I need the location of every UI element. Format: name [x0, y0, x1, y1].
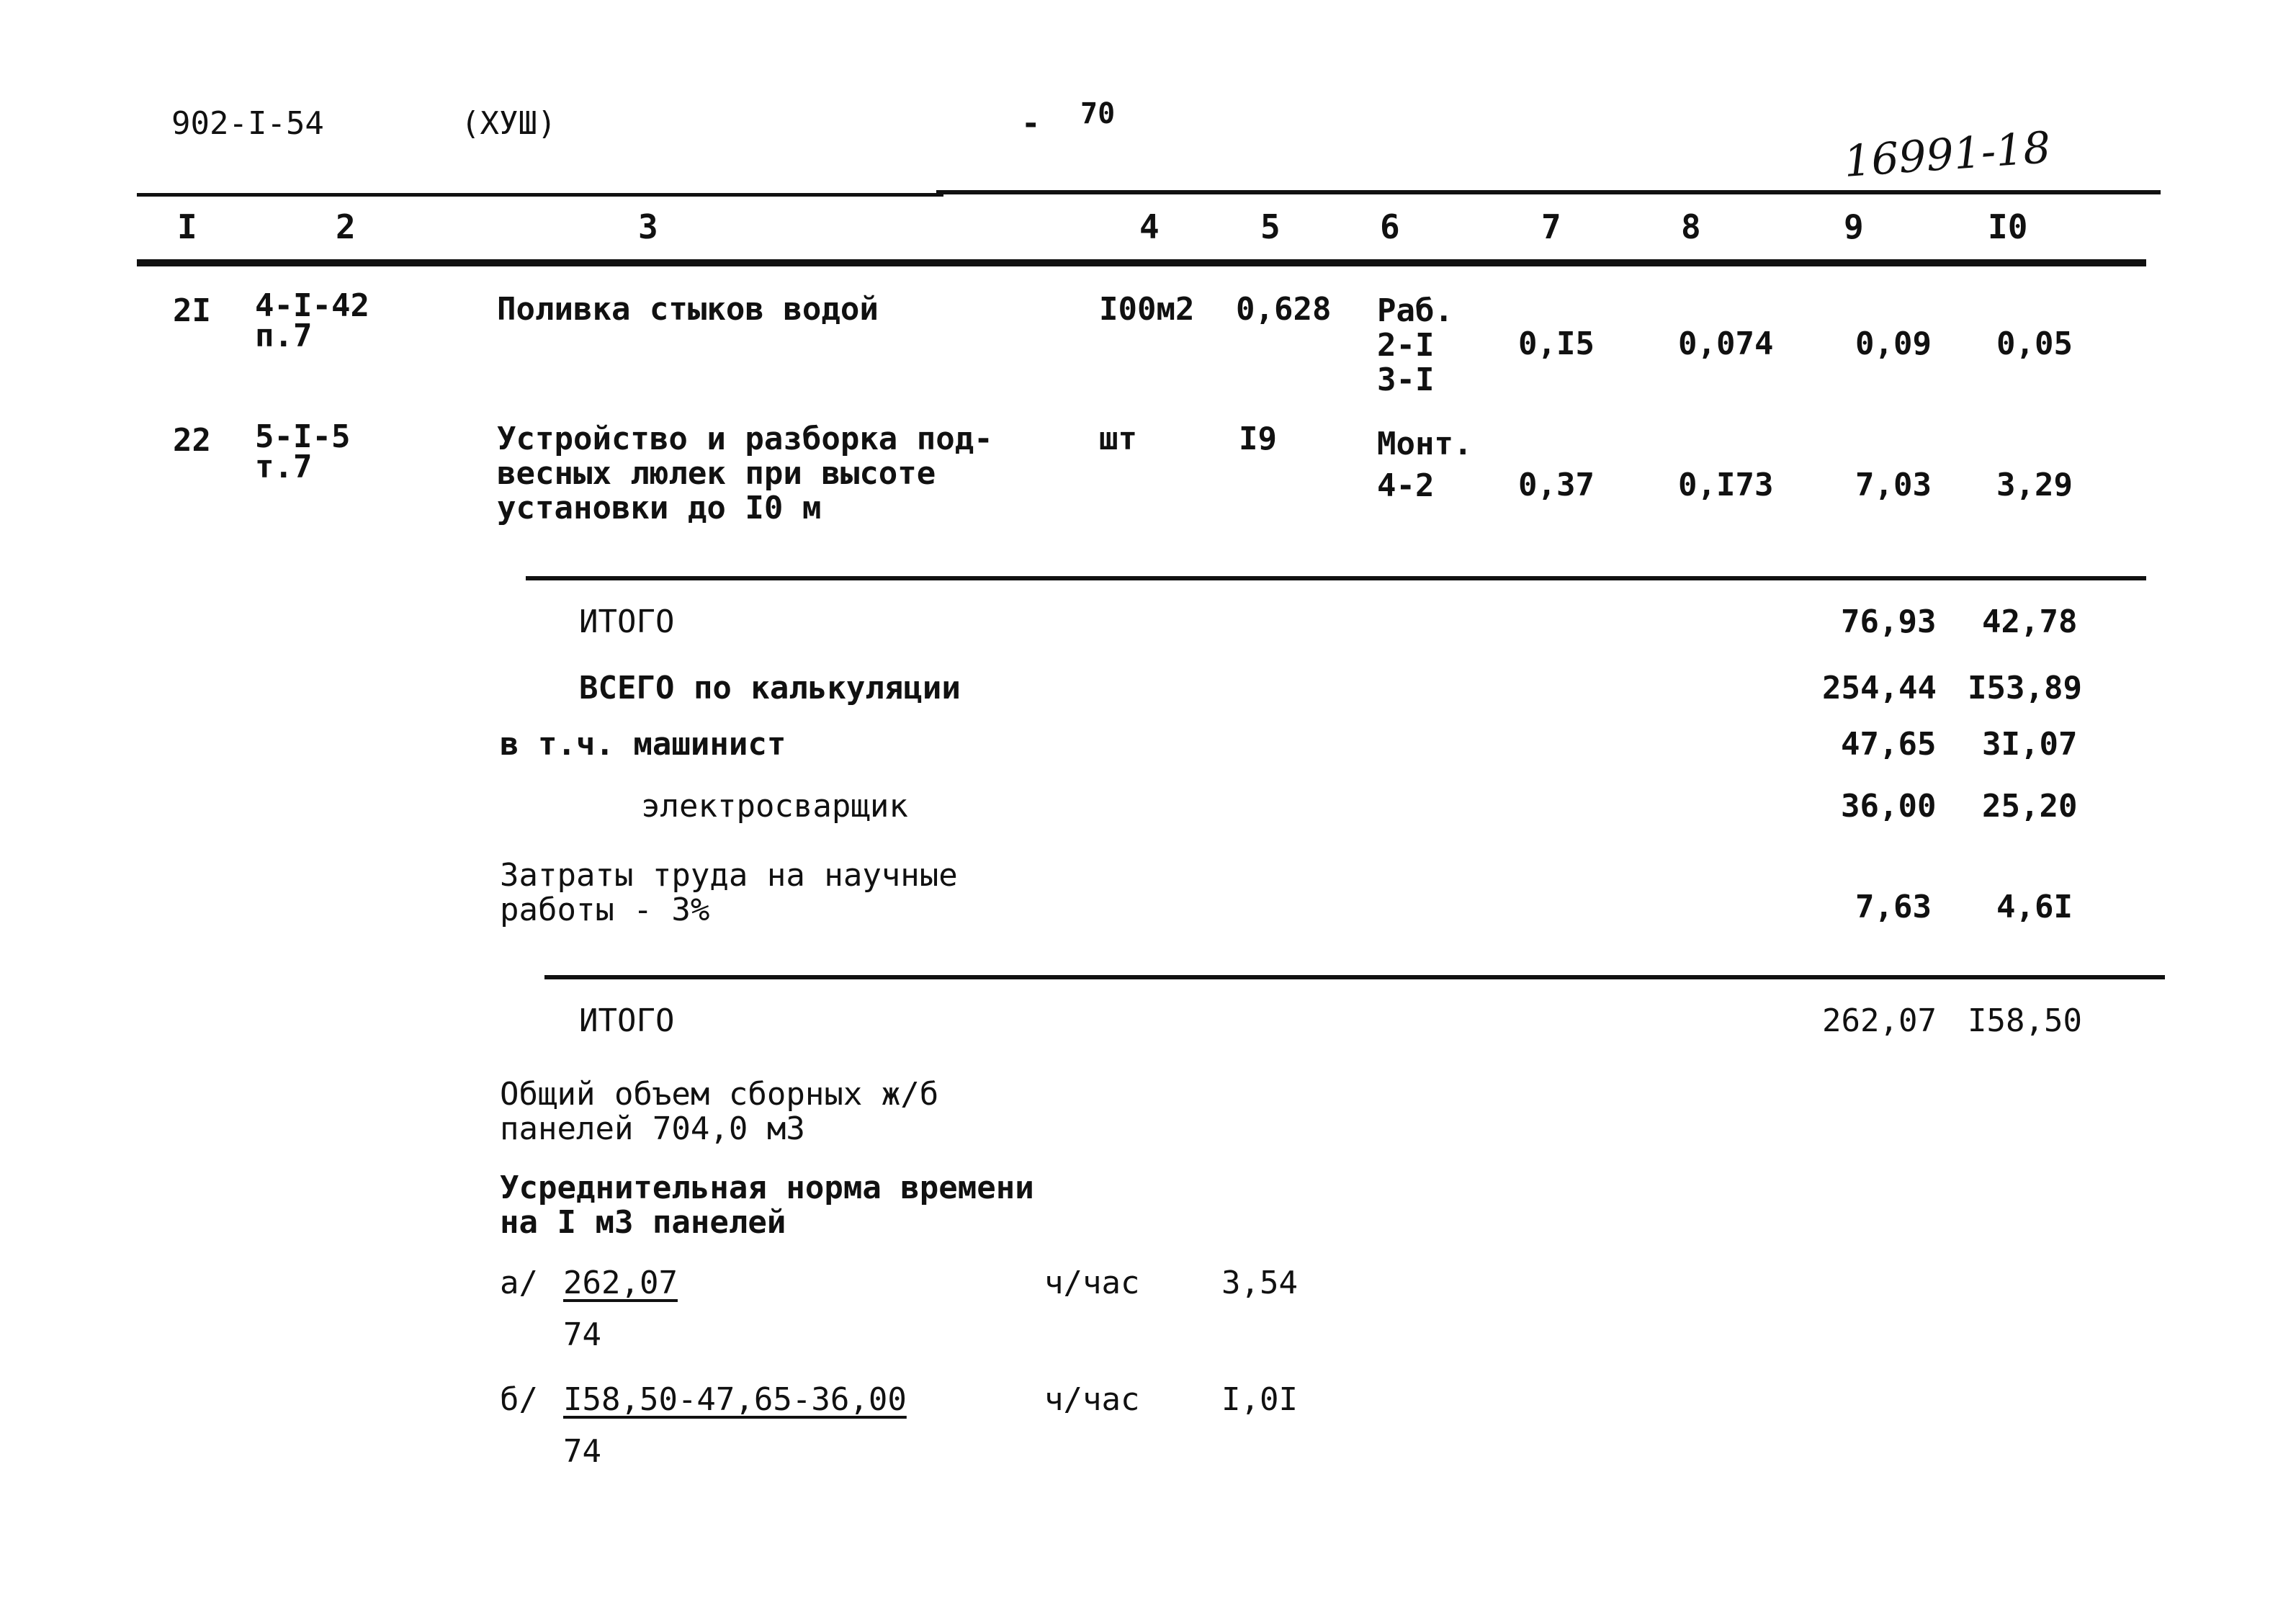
- total-label: ИТОГО: [579, 603, 675, 640]
- col7-value: 0,37: [1518, 467, 1595, 503]
- column-header-4: 4: [1139, 207, 1160, 246]
- welder-col9: 36,00: [1841, 788, 1937, 825]
- column-header-7: 7: [1541, 207, 1561, 246]
- welder-label: электросварщик: [641, 788, 908, 825]
- machinist-col10: 3I,07: [1982, 726, 2078, 763]
- col10-value: 0,05: [1996, 326, 2073, 362]
- header-top-rule-right: [936, 190, 2161, 194]
- col9-value: 7,03: [1855, 467, 1932, 503]
- col9-value: 0,09: [1855, 326, 1932, 362]
- time-norm-note: Усреднительная норма времени на I м3 панелей: [500, 1170, 1034, 1241]
- column-header-8: 8: [1681, 207, 1701, 246]
- unit: шт: [1099, 421, 1137, 457]
- science-work-label: Затраты труда на научные работы - 3%: [500, 857, 958, 928]
- handwritten-stamp: 16991-18: [1842, 122, 2053, 187]
- norm-code: 4-I-42 п.7: [255, 287, 369, 354]
- row-number: 22: [173, 422, 211, 459]
- grand-calc-label: ВСЕГО по калькуляции: [579, 670, 961, 706]
- column-header-5: 5: [1260, 207, 1281, 246]
- machinist-label: в т.ч. машинист: [500, 726, 786, 763]
- grand-calc-col9: 254,44: [1822, 670, 1937, 706]
- machinist-col9: 47,65: [1841, 726, 1937, 763]
- page-dash: -: [1021, 105, 1041, 142]
- grand-total-label: ИТОГО: [579, 1002, 675, 1039]
- formula-a-denominator: 74: [563, 1316, 601, 1353]
- quantity: I9: [1239, 421, 1277, 457]
- panel-volume-note: Общий объем сборных ж/б панелей 704,0 м3: [500, 1076, 939, 1147]
- column-header-3: 3: [638, 207, 658, 246]
- col8-value: 0,074: [1678, 326, 1774, 362]
- formula-a-result: 3,54: [1221, 1265, 1298, 1301]
- header-top-rule-left: [137, 193, 943, 197]
- section-roman-numeral: (ХУШ): [461, 105, 557, 142]
- formula-b-prefix: б/: [500, 1381, 538, 1418]
- formula-a-prefix: а/: [500, 1265, 538, 1301]
- formula-b-denominator: 74: [563, 1433, 601, 1470]
- science-work-col10: 4,6I: [1996, 889, 2073, 925]
- page-number: 70: [1080, 97, 1116, 130]
- column-header-9: 9: [1844, 207, 1864, 246]
- column-header-10: I0: [1988, 207, 2028, 246]
- grand-total-divider: [544, 975, 2165, 979]
- col7-value: 0,I5: [1518, 326, 1595, 362]
- worker-category: Монт. 4-2: [1377, 426, 1473, 504]
- formula-b-unit: ч/час: [1044, 1381, 1140, 1418]
- row-number: 2I: [173, 292, 211, 329]
- work-name: Поливка стыков водой: [497, 291, 879, 328]
- col8-value: 0,I73: [1678, 467, 1774, 503]
- document-code: 902-I-54: [171, 105, 324, 142]
- column-header-1: I: [177, 207, 197, 246]
- quantity: 0,628: [1236, 291, 1332, 328]
- worker-category: Раб. 2-I 3-I: [1377, 292, 1453, 398]
- formula-a-numerator: 262,07: [563, 1265, 678, 1301]
- column-header-6: 6: [1380, 207, 1400, 246]
- grand-calc-col10: I53,89: [1968, 670, 2082, 706]
- formula-a-unit: ч/час: [1044, 1265, 1140, 1301]
- work-name: Устройство и разборка под- весных люлек при высоте установки до I0 м: [497, 421, 993, 526]
- total-col10: 42,78: [1982, 603, 2078, 640]
- formula-b-result: I,0I: [1221, 1381, 1298, 1418]
- header-bottom-rule: [137, 259, 2146, 266]
- norm-code: 5-I-5 т.7: [255, 418, 351, 485]
- col10-value: 3,29: [1996, 467, 2073, 503]
- total-col9: 76,93: [1841, 603, 1937, 640]
- welder-col10: 25,20: [1982, 788, 2078, 825]
- science-work-col9: 7,63: [1855, 889, 1932, 925]
- grand-total-col9: 262,07: [1822, 1002, 1937, 1039]
- grand-total-col10: I58,50: [1968, 1002, 2082, 1039]
- totals-divider: [526, 576, 2146, 580]
- unit: I00м2: [1099, 291, 1195, 328]
- column-header-2: 2: [336, 207, 356, 246]
- formula-b-numerator: I58,50-47,65-36,00: [563, 1381, 907, 1418]
